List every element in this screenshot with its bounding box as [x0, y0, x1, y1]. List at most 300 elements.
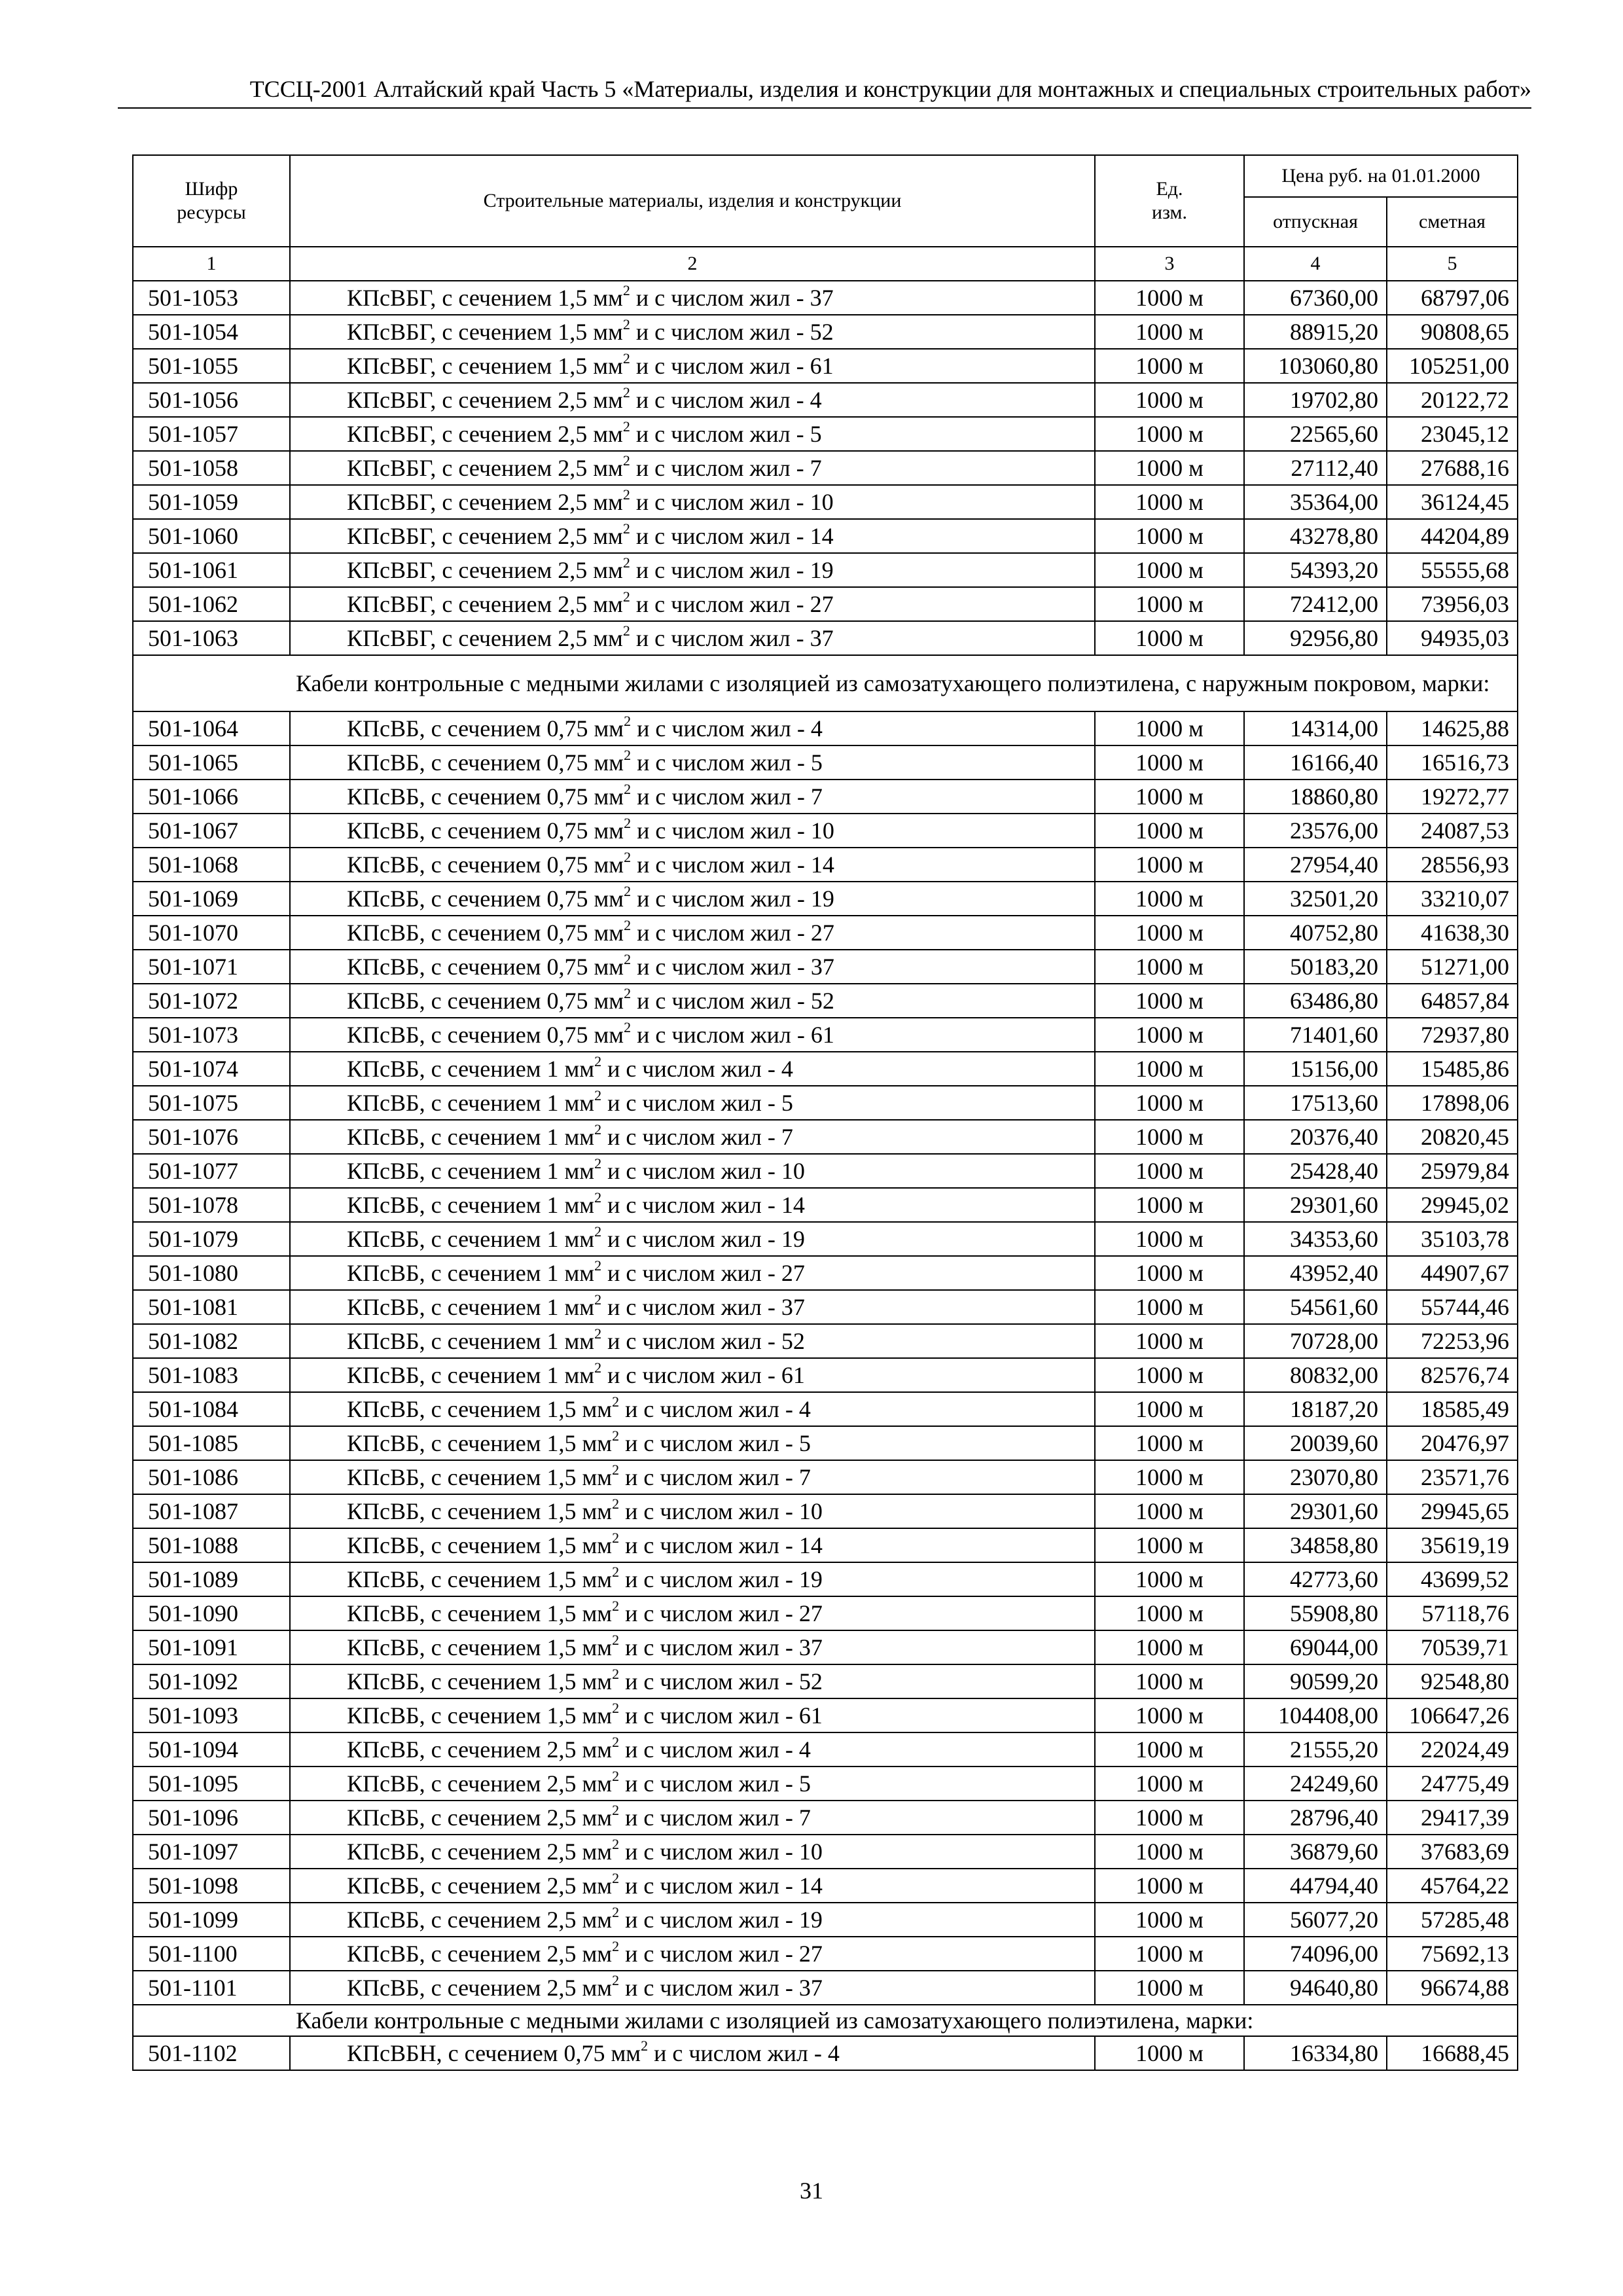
resource-code: 501-1102 [133, 2036, 290, 2070]
release-price: 34353,60 [1244, 1222, 1387, 1256]
superscript: 2 [612, 1393, 620, 1410]
material-name [290, 1052, 1095, 1086]
superscript: 2 [594, 1359, 602, 1376]
superscript: 2 [624, 985, 632, 1001]
col-header-estimate: сметная [1387, 197, 1518, 247]
unit: 1000 м [1095, 519, 1244, 553]
wire-count-text: и с числом жил - 52 [631, 988, 834, 1014]
col-header-price-group: Цена руб. на 01.01.2000 [1244, 155, 1518, 197]
unit: 1000 м [1095, 711, 1244, 745]
superscript: 2 [612, 1530, 620, 1546]
unit: 1000 м [1095, 2036, 1244, 2070]
material-name-text: КПсВБ, с сечением 1,5 мм [347, 1702, 613, 1729]
estimate-price: 92548,80 [1387, 1664, 1518, 1698]
wire-count-text: и с числом жил - 7 [631, 783, 823, 810]
table-row [133, 1188, 1518, 1222]
superscript: 2 [594, 1189, 602, 1206]
running-header: ТССЦ-2001 Алтайский край Часть 5 «Материалы, изделия и конструкции для монтажных и специальных строительных работ» [118, 73, 1531, 109]
resource-code: 501-1070 [133, 916, 290, 950]
resource-code: 501-1054 [133, 315, 290, 349]
estimate-price: 72937,80 [1387, 1018, 1518, 1052]
estimate-price: 82576,74 [1387, 1358, 1518, 1392]
unit: 1000 м [1095, 1188, 1244, 1222]
unit: 1000 м [1095, 1290, 1244, 1324]
material-name-text: КПсВБГ, с сечением 2,5 мм [347, 455, 623, 481]
resource-code: 501-1081 [133, 1290, 290, 1324]
unit: 1000 м [1095, 1732, 1244, 1767]
table-row [133, 984, 1518, 1018]
unit: 1000 м [1095, 1562, 1244, 1596]
table-row [133, 1528, 1518, 1562]
wire-count-text: и с числом жил - 5 [619, 1430, 811, 1456]
superscript: 2 [622, 486, 630, 503]
release-price: 16166,40 [1244, 745, 1387, 780]
material-name-text: КПсВБ, с сечением 2,5 мм [347, 1839, 613, 1865]
section-heading: Кабели контрольные с медными жилами с изоляцией из самозатухающего полиэтилена, марки: [133, 2005, 1518, 2036]
superscript: 2 [612, 1802, 620, 1818]
table-row [133, 1222, 1518, 1256]
unit: 1000 м [1095, 1052, 1244, 1086]
material-name [290, 485, 1095, 519]
material-name [290, 711, 1095, 745]
superscript: 2 [612, 1904, 620, 1920]
wire-count-text: и с числом жил - 61 [619, 1702, 823, 1729]
wire-count-text: и с числом жил - 19 [601, 1226, 805, 1252]
wire-count-text: и с числом жил - 37 [601, 1294, 805, 1320]
material-name-text: КПсВБГ, с сечением 1,5 мм [347, 319, 623, 345]
material-name [290, 1494, 1095, 1528]
material-name-text: КПсВБ, с сечением 1 мм [347, 1294, 595, 1320]
table-row [133, 1835, 1518, 1869]
table-row [133, 1426, 1518, 1460]
wire-count-text: и с числом жил - 37 [630, 285, 834, 311]
material-name-text: КПсВБ, с сечением 0,75 мм [347, 749, 624, 776]
superscript: 2 [612, 1496, 620, 1512]
wire-count-text: и с числом жил - 14 [630, 523, 834, 549]
table-row [133, 1971, 1518, 2005]
material-name [290, 1188, 1095, 1222]
resource-code: 501-1066 [133, 780, 290, 814]
superscript: 2 [612, 1700, 620, 1716]
table-row [133, 780, 1518, 814]
unit: 1000 м [1095, 848, 1244, 882]
release-price: 35364,00 [1244, 485, 1387, 519]
table-row [133, 1937, 1518, 1971]
wire-count-text: и с числом жил - 10 [630, 489, 834, 515]
superscript: 2 [624, 815, 632, 831]
wire-count-text: и с числом жил - 14 [601, 1192, 805, 1218]
rows-group-b [133, 711, 1518, 2005]
resource-code: 501-1073 [133, 1018, 290, 1052]
release-price: 14314,00 [1244, 711, 1387, 745]
release-price: 54561,60 [1244, 1290, 1387, 1324]
wire-count-text: и с числом жил - 61 [601, 1362, 805, 1388]
resource-code: 501-1097 [133, 1835, 290, 1869]
table-row [133, 1086, 1518, 1120]
release-price: 24249,60 [1244, 1767, 1387, 1801]
wire-count-text: и с числом жил - 7 [619, 1464, 811, 1490]
wire-count-text: и с числом жил - 61 [630, 353, 834, 379]
release-price: 17513,60 [1244, 1086, 1387, 1120]
table-row [133, 1290, 1518, 1324]
release-price: 94640,80 [1244, 1971, 1387, 2005]
resource-code: 501-1095 [133, 1767, 290, 1801]
superscript: 2 [624, 713, 632, 729]
superscript: 2 [624, 747, 632, 763]
wire-count-text: и с числом жил - 52 [630, 319, 834, 345]
material-name-text: КПсВБ, с сечением 1,5 мм [347, 1600, 613, 1626]
table-row [133, 383, 1518, 417]
unit: 1000 м [1095, 1869, 1244, 1903]
unit: 1000 м [1095, 1460, 1244, 1494]
material-name [290, 1256, 1095, 1290]
release-price: 92956,80 [1244, 621, 1387, 655]
material-name-text: КПсВБГ, с сечением 1,5 мм [347, 285, 623, 311]
estimate-price: 35103,78 [1387, 1222, 1518, 1256]
release-price: 63486,80 [1244, 984, 1387, 1018]
table-row [133, 1154, 1518, 1188]
release-price: 29301,60 [1244, 1188, 1387, 1222]
unit: 1000 м [1095, 315, 1244, 349]
resource-code: 501-1093 [133, 1698, 290, 1732]
material-name [290, 984, 1095, 1018]
material-name [290, 1086, 1095, 1120]
wire-count-text: и с числом жил - 10 [601, 1158, 805, 1184]
material-name-text: КПсВБ, с сечением 0,75 мм [347, 886, 624, 912]
section-c [133, 2005, 1518, 2036]
wire-count-text: и с числом жил - 19 [630, 557, 834, 583]
unit: 1000 м [1095, 1664, 1244, 1698]
release-price: 23070,80 [1244, 1460, 1387, 1494]
material-name-text: КПсВБ, с сечением 1,5 мм [347, 1430, 613, 1456]
estimate-price: 51271,00 [1387, 950, 1518, 984]
wire-count-text: и с числом жил - 5 [630, 421, 822, 447]
resource-code: 501-1075 [133, 1086, 290, 1120]
table-row [133, 587, 1518, 621]
material-name [290, 1903, 1095, 1937]
estimate-price: 55555,68 [1387, 553, 1518, 587]
resource-code: 501-1061 [133, 553, 290, 587]
resource-code: 501-1098 [133, 1869, 290, 1903]
col-number: 4 [1244, 247, 1387, 281]
estimate-price: 15485,86 [1387, 1052, 1518, 1086]
material-name-text: КПсВБ, с сечением 1,5 мм [347, 1668, 613, 1695]
table-row [133, 1052, 1518, 1086]
release-price: 69044,00 [1244, 1630, 1387, 1664]
col-header-code: Шифр ресурсы [133, 155, 290, 247]
section-b [133, 655, 1518, 711]
release-price: 21555,20 [1244, 1732, 1387, 1767]
estimate-price: 23045,12 [1387, 417, 1518, 451]
resource-code: 501-1079 [133, 1222, 290, 1256]
release-price: 28796,40 [1244, 1801, 1387, 1835]
resource-code: 501-1064 [133, 711, 290, 745]
release-price: 22565,60 [1244, 417, 1387, 451]
material-name [290, 950, 1095, 984]
wire-count-text: и с числом жил - 14 [619, 1873, 823, 1899]
table-row [133, 1256, 1518, 1290]
wire-count-text: и с числом жил - 19 [619, 1907, 823, 1933]
material-name-text: КПсВБГ, с сечением 2,5 мм [347, 387, 623, 413]
resource-code: 501-1084 [133, 1392, 290, 1426]
estimate-price: 24087,53 [1387, 814, 1518, 848]
release-price: 20376,40 [1244, 1120, 1387, 1154]
col-number: 3 [1095, 247, 1244, 281]
release-price: 25428,40 [1244, 1154, 1387, 1188]
unit: 1000 м [1095, 984, 1244, 1018]
material-name [290, 1324, 1095, 1358]
estimate-price: 37683,69 [1387, 1835, 1518, 1869]
estimate-price: 18585,49 [1387, 1392, 1518, 1426]
release-price: 67360,00 [1244, 281, 1387, 315]
material-name [290, 1426, 1095, 1460]
material-name [290, 417, 1095, 451]
unit: 1000 м [1095, 587, 1244, 621]
estimate-price: 72253,96 [1387, 1324, 1518, 1358]
estimate-price: 90808,65 [1387, 315, 1518, 349]
superscript: 2 [641, 2037, 649, 2054]
superscript: 2 [594, 1257, 602, 1274]
material-name [290, 1664, 1095, 1698]
table-row [133, 1698, 1518, 1732]
material-name [290, 1392, 1095, 1426]
material-name-text: КПсВБГ, с сечением 2,5 мм [347, 421, 623, 447]
material-name-text: КПсВБ, с сечением 0,75 мм [347, 1022, 624, 1048]
superscript: 2 [612, 1598, 620, 1614]
release-price: 18860,80 [1244, 780, 1387, 814]
superscript: 2 [594, 1291, 602, 1308]
superscript: 2 [612, 1768, 620, 1784]
material-name [290, 383, 1095, 417]
table-row [133, 281, 1518, 315]
table-row [133, 1120, 1518, 1154]
release-price: 19702,80 [1244, 383, 1387, 417]
resource-code: 501-1068 [133, 848, 290, 882]
table-row [133, 1732, 1518, 1767]
material-name [290, 1460, 1095, 1494]
resource-code: 501-1056 [133, 383, 290, 417]
estimate-price: 29417,39 [1387, 1801, 1518, 1835]
material-name-text: КПсВБ, с сечением 1 мм [347, 1362, 595, 1388]
superscript: 2 [622, 316, 630, 332]
superscript: 2 [622, 554, 630, 571]
col-header-release: отпускная [1244, 197, 1387, 247]
estimate-price: 24775,49 [1387, 1767, 1518, 1801]
superscript: 2 [594, 1223, 602, 1240]
release-price: 103060,80 [1244, 349, 1387, 383]
material-name [290, 1971, 1095, 2005]
resource-code: 501-1074 [133, 1052, 290, 1086]
wire-count-text: и с числом жил - 27 [619, 1600, 823, 1626]
release-price: 15156,00 [1244, 1052, 1387, 1086]
table-row [133, 848, 1518, 882]
material-name-text: КПсВБ, с сечением 0,75 мм [347, 715, 624, 742]
resource-code: 501-1094 [133, 1732, 290, 1767]
resource-code: 501-1086 [133, 1460, 290, 1494]
release-price: 71401,60 [1244, 1018, 1387, 1052]
material-name [290, 587, 1095, 621]
unit: 1000 м [1095, 814, 1244, 848]
estimate-price: 43699,52 [1387, 1562, 1518, 1596]
superscript: 2 [622, 282, 630, 298]
material-name-text: КПсВБГ, с сечением 2,5 мм [347, 557, 623, 583]
material-name-text: КПсВБ, с сечением 2,5 мм [347, 1907, 613, 1933]
superscript: 2 [594, 1053, 602, 1069]
material-name [290, 1562, 1095, 1596]
superscript: 2 [594, 1121, 602, 1138]
material-name [290, 1630, 1095, 1664]
wire-count-text: и с числом жил - 27 [631, 920, 834, 946]
release-price: 18187,20 [1244, 1392, 1387, 1426]
resource-code: 501-1060 [133, 519, 290, 553]
superscript: 2 [612, 1462, 620, 1478]
superscript: 2 [612, 1666, 620, 1682]
superscript: 2 [622, 520, 630, 537]
table-row [133, 916, 1518, 950]
table-row [133, 1324, 1518, 1358]
resource-code: 501-1053 [133, 281, 290, 315]
unit: 1000 м [1095, 780, 1244, 814]
release-price: 36879,60 [1244, 1835, 1387, 1869]
material-name [290, 1120, 1095, 1154]
table-row [133, 2036, 1518, 2070]
material-name [290, 1767, 1095, 1801]
unit: 1000 м [1095, 349, 1244, 383]
resource-code: 501-1063 [133, 621, 290, 655]
estimate-price: 96674,88 [1387, 1971, 1518, 2005]
material-name-text: КПсВБГ, с сечением 2,5 мм [347, 489, 623, 515]
unit: 1000 м [1095, 1903, 1244, 1937]
wire-count-text: и с числом жил - 10 [631, 817, 834, 844]
release-price: 16334,80 [1244, 2036, 1387, 2070]
estimate-price: 44204,89 [1387, 519, 1518, 553]
table-row [133, 451, 1518, 485]
superscript: 2 [624, 849, 632, 865]
unit: 1000 м [1095, 1596, 1244, 1630]
superscript: 2 [622, 622, 630, 639]
resource-code: 501-1072 [133, 984, 290, 1018]
section-heading: Кабели контрольные с медными жилами с изоляцией из самозатухающего полиэтилена, с наружным покровом, марки: [133, 655, 1518, 711]
unit: 1000 м [1095, 1324, 1244, 1358]
unit: 1000 м [1095, 1392, 1244, 1426]
table-row [133, 349, 1518, 383]
material-name [290, 1222, 1095, 1256]
table-row [133, 621, 1518, 655]
table-row [133, 1494, 1518, 1528]
table-row [133, 1460, 1518, 1494]
resource-code: 501-1090 [133, 1596, 290, 1630]
estimate-price: 16688,45 [1387, 2036, 1518, 2070]
unit: 1000 м [1095, 1358, 1244, 1392]
estimate-price: 57285,48 [1387, 1903, 1518, 1937]
resource-code: 501-1062 [133, 587, 290, 621]
resource-code: 501-1071 [133, 950, 290, 984]
material-name-text: КПсВБ, с сечением 1 мм [347, 1192, 595, 1218]
superscript: 2 [624, 781, 632, 797]
table-row [133, 553, 1518, 587]
wire-count-text: и с числом жил - 27 [619, 1941, 823, 1967]
material-name-text: КПсВБ, с сечением 0,75 мм [347, 988, 624, 1014]
estimate-price: 29945,02 [1387, 1188, 1518, 1222]
estimate-price: 70539,71 [1387, 1630, 1518, 1664]
material-name [290, 621, 1095, 655]
resource-code: 501-1078 [133, 1188, 290, 1222]
material-name [290, 1801, 1095, 1835]
material-name [290, 1835, 1095, 1869]
material-name-text: КПсВБ, с сечением 2,5 мм [347, 1736, 613, 1763]
table-row [133, 485, 1518, 519]
release-price: 27112,40 [1244, 451, 1387, 485]
resource-code: 501-1085 [133, 1426, 290, 1460]
estimate-price: 36124,45 [1387, 485, 1518, 519]
wire-count-text: и с числом жил - 27 [601, 1260, 805, 1286]
resource-code: 501-1058 [133, 451, 290, 485]
wire-count-text: и с числом жил - 7 [601, 1124, 793, 1150]
table-row [133, 315, 1518, 349]
superscript: 2 [624, 951, 632, 967]
material-name-text: КПсВБ, с сечением 1 мм [347, 1158, 595, 1184]
material-name-text: КПсВБГ, с сечением 2,5 мм [347, 591, 623, 617]
wire-count-text: и с числом жил - 37 [630, 625, 834, 651]
unit: 1000 м [1095, 745, 1244, 780]
release-price: 44794,40 [1244, 1869, 1387, 1903]
table-row [133, 1767, 1518, 1801]
material-name [290, 882, 1095, 916]
wire-count-text: и с числом жил - 5 [601, 1090, 793, 1116]
release-price: 23576,00 [1244, 814, 1387, 848]
resource-code: 501-1077 [133, 1154, 290, 1188]
material-name-text: КПсВБ, с сечением 1,5 мм [347, 1498, 613, 1524]
material-name-text: КПсВБ, с сечением 0,75 мм [347, 817, 624, 844]
material-name [290, 451, 1095, 485]
estimate-price: 28556,93 [1387, 848, 1518, 882]
material-name-text: КПсВБ, с сечением 0,75 мм [347, 852, 624, 878]
wire-count-text: и с числом жил - 14 [631, 852, 834, 878]
wire-count-text: и с числом жил - 5 [631, 749, 823, 776]
estimate-price: 64857,84 [1387, 984, 1518, 1018]
unit: 1000 м [1095, 1018, 1244, 1052]
material-name-text: КПсВБ, с сечением 1 мм [347, 1328, 595, 1354]
superscript: 2 [612, 1870, 620, 1886]
material-name [290, 814, 1095, 848]
table-row [133, 1903, 1518, 1937]
material-name [290, 1358, 1095, 1392]
release-price: 72412,00 [1244, 587, 1387, 621]
table-row [133, 1018, 1518, 1052]
release-price: 42773,60 [1244, 1562, 1387, 1596]
resource-code: 501-1067 [133, 814, 290, 848]
material-name [290, 1698, 1095, 1732]
estimate-price: 35619,19 [1387, 1528, 1518, 1562]
material-name-text: КПсВБ, с сечением 1 мм [347, 1056, 595, 1082]
wire-count-text: и с числом жил - 19 [619, 1566, 823, 1592]
release-price: 20039,60 [1244, 1426, 1387, 1460]
wire-count-text: и с числом жил - 7 [619, 1804, 811, 1831]
superscript: 2 [594, 1325, 602, 1342]
table-row [133, 1392, 1518, 1426]
material-name-text: КПсВБ, с сечением 2,5 мм [347, 1770, 613, 1797]
material-name-text: КПсВБ, с сечением 0,75 мм [347, 783, 624, 810]
wire-count-text: и с числом жил - 4 [630, 387, 822, 413]
wire-count-text: и с числом жил - 19 [631, 886, 834, 912]
estimate-price: 75692,13 [1387, 1937, 1518, 1971]
release-price: 90599,20 [1244, 1664, 1387, 1698]
estimate-price: 57118,76 [1387, 1596, 1518, 1630]
wire-count-text: и с числом жил - 7 [630, 455, 822, 481]
estimate-price: 73956,03 [1387, 587, 1518, 621]
table-row [133, 745, 1518, 780]
table-row [133, 1562, 1518, 1596]
